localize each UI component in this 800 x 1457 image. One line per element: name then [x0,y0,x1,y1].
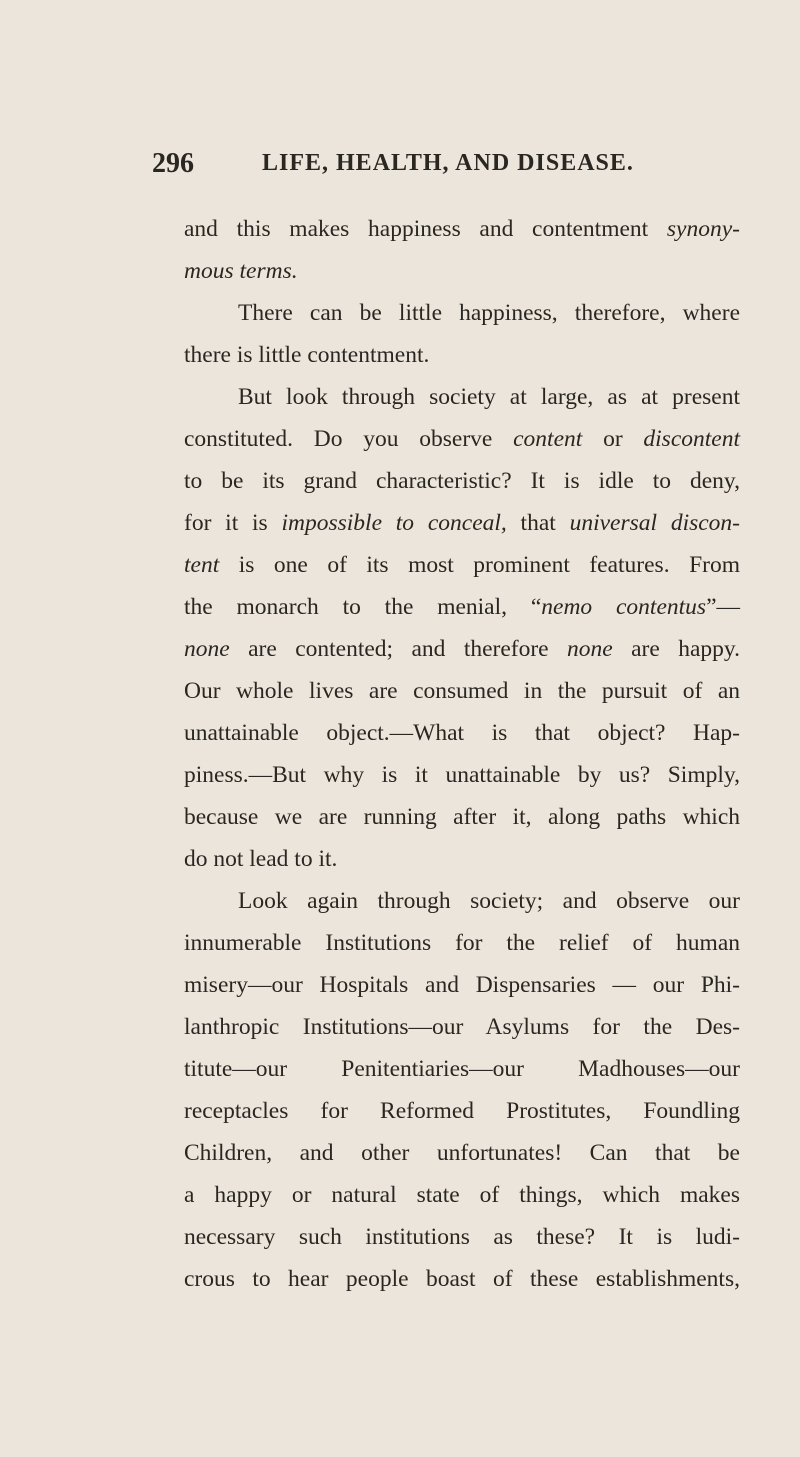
text-line: do not lead to it. [184,846,338,872]
text-line: But look through society at large, as at present [238,384,740,410]
text-line: misery—our Hospitals and Dispensaries — our Phi- [184,972,740,998]
text-line: necessary such institutions as these? It is ludi- [184,1224,740,1250]
text-line: constituted. Do you observe content or discontent [184,426,740,452]
text-line: crous to hear people boast of these establishments, [184,1266,740,1292]
text-line: Look again through society; and observe our [238,888,740,914]
text-line: innumerable Institutions for the relief of human [184,930,740,956]
text-line: there is little contentment. [184,342,430,368]
text-line: and this makes happiness and contentment synony- [184,216,740,242]
text-line: none are contented; and therefore none are happy. [184,636,741,662]
page-number: 296 [152,148,194,179]
text-line: titute—our Penitentiaries—our Madhouses—our [184,1056,740,1082]
text-line: tent is one of its most prominent features. From [184,552,740,578]
text-line: because we are running after it, along paths which [184,804,740,830]
text-line: mous terms. [184,258,298,284]
text-line: Our whole lives are consumed in the pursuit of an [184,678,740,704]
text-line: lanthropic Institutions—our Asylums for the Des- [184,1014,740,1040]
text-line: unattainable object.—What is that object? Hap- [184,720,740,746]
text-line: receptacles for Reformed Prostitutes, Foundling [184,1098,740,1124]
text-line: a happy or natural state of things, which makes [184,1182,740,1208]
text-line: the monarch to the menial, “nemo contentus”— [184,594,741,620]
text-line: Children, and other unfortunates! Can that be [184,1140,740,1166]
text-line: to be its grand characteristic? It is idle to deny, [184,468,740,494]
text-line: There can be little happiness, therefore, where [238,300,740,326]
running-title: LIFE, HEALTH, AND DISEASE. [262,150,634,176]
text-line: piness.—But why is it unattainable by us? Simply, [184,762,740,788]
text-line: for it is impossible to conceal, that universal discon- [184,510,740,536]
